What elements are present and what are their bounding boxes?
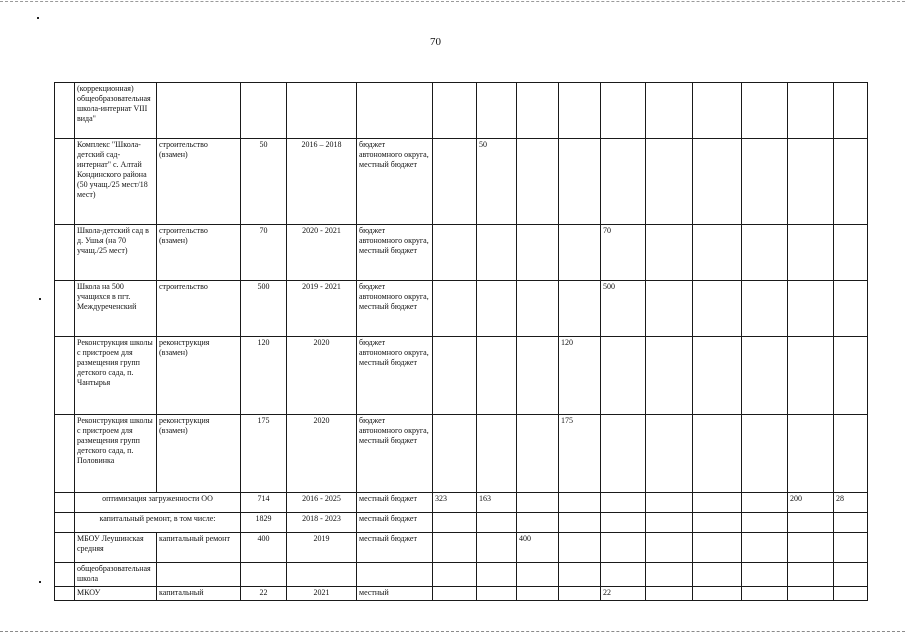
year-value-cell <box>559 139 601 225</box>
capacity-cell: 175 <box>241 415 287 493</box>
year-value-cell <box>477 415 517 493</box>
period-cell: 2016 – 2018 <box>287 139 357 225</box>
row-index-cell <box>55 563 75 587</box>
year-value-cell <box>834 513 868 533</box>
work-type-cell: строительство <box>157 281 241 337</box>
funding-source-cell: бюджет автономного округа, местный бюджет <box>357 337 433 415</box>
table-row <box>55 415 868 493</box>
year-value-cell <box>788 281 834 337</box>
year-value-cell <box>693 83 742 139</box>
year-value-cell <box>477 563 517 587</box>
year-value-cell: 120 <box>559 337 601 415</box>
year-value-cell <box>788 415 834 493</box>
page-number: 70 <box>430 36 441 48</box>
capacity-cell: 120 <box>241 337 287 415</box>
period-cell <box>287 83 357 139</box>
table-body <box>55 83 868 601</box>
summary-label-cell: капитальный ремонт, в том числе: <box>75 513 241 533</box>
year-value-cell <box>517 563 559 587</box>
year-value-cell <box>834 83 868 139</box>
year-value-cell <box>788 563 834 587</box>
funding-source-cell: местный бюджет <box>357 513 433 533</box>
year-value-cell: 50 <box>477 139 517 225</box>
table-row <box>55 337 868 415</box>
funding-source-cell: местный <box>357 587 433 601</box>
year-value-cell <box>433 83 477 139</box>
scan-bottom-border <box>0 631 905 632</box>
year-value-cell <box>742 563 788 587</box>
funding-source-cell <box>357 83 433 139</box>
year-value-cell <box>834 281 868 337</box>
work-type-cell <box>157 83 241 139</box>
year-value-cell <box>788 587 834 601</box>
year-value-cell <box>559 533 601 563</box>
work-type-cell: капитальный <box>157 587 241 601</box>
year-value-cell <box>559 493 601 513</box>
row-index-cell <box>55 493 75 513</box>
year-value-cell <box>601 83 646 139</box>
table-row <box>55 563 868 587</box>
row-index-cell <box>55 225 75 281</box>
work-type-cell: капитальный ремонт <box>157 533 241 563</box>
year-value-cell <box>646 415 693 493</box>
period-cell: 2016 - 2025 <box>287 493 357 513</box>
capacity-cell: 500 <box>241 281 287 337</box>
year-value-cell <box>601 513 646 533</box>
year-value-cell <box>788 533 834 563</box>
row-index-cell <box>55 533 75 563</box>
year-value-cell <box>517 415 559 493</box>
year-value-cell <box>517 513 559 533</box>
year-value-cell <box>646 139 693 225</box>
year-value-cell <box>646 493 693 513</box>
year-value-cell <box>517 225 559 281</box>
row-index-cell <box>55 337 75 415</box>
year-value-cell <box>788 513 834 533</box>
capacity-cell: 70 <box>241 225 287 281</box>
year-value-cell <box>517 493 559 513</box>
row-index-cell <box>55 513 75 533</box>
year-value-cell <box>559 513 601 533</box>
year-value-cell <box>693 337 742 415</box>
year-value-cell: 70 <box>601 225 646 281</box>
year-value-cell <box>834 533 868 563</box>
year-value-cell <box>517 83 559 139</box>
year-value-cell <box>834 415 868 493</box>
period-cell: 2018 - 2023 <box>287 513 357 533</box>
year-value-cell <box>834 225 868 281</box>
year-value-cell: 400 <box>517 533 559 563</box>
year-value-cell: 323 <box>433 493 477 513</box>
period-cell: 2019 <box>287 533 357 563</box>
row-index-cell <box>55 281 75 337</box>
year-value-cell: 500 <box>601 281 646 337</box>
year-value-cell <box>742 415 788 493</box>
program-objects-table <box>54 82 868 601</box>
funding-source-cell: бюджет автономного округа, местный бюджет <box>357 139 433 225</box>
year-value-cell <box>693 139 742 225</box>
year-value-cell <box>477 337 517 415</box>
year-value-cell: 28 <box>834 493 868 513</box>
year-value-cell <box>477 587 517 601</box>
year-value-cell <box>433 415 477 493</box>
year-value-cell <box>601 493 646 513</box>
year-value-cell <box>433 563 477 587</box>
year-value-cell <box>646 83 693 139</box>
year-value-cell <box>477 281 517 337</box>
funding-source-cell: бюджет автономного округа, местный бюджет <box>357 225 433 281</box>
year-value-cell <box>742 225 788 281</box>
object-name-cell: (коррекционная) общеобразовательная школа-интернат VIII вида" <box>75 83 157 139</box>
row-index-cell <box>55 83 75 139</box>
row-index-cell <box>55 139 75 225</box>
year-value-cell <box>693 281 742 337</box>
scan-speck <box>39 298 41 300</box>
year-value-cell <box>433 139 477 225</box>
year-value-cell <box>601 563 646 587</box>
table-row <box>55 587 868 601</box>
year-value-cell <box>693 587 742 601</box>
period-cell: 2021 <box>287 587 357 601</box>
year-value-cell <box>433 225 477 281</box>
year-value-cell <box>477 225 517 281</box>
year-value-cell <box>693 225 742 281</box>
year-value-cell: 163 <box>477 493 517 513</box>
object-name-cell: общеобразовательная школа <box>75 563 157 587</box>
period-cell: 2020 <box>287 415 357 493</box>
year-value-cell <box>433 513 477 533</box>
year-value-cell <box>517 281 559 337</box>
year-value-cell: 175 <box>559 415 601 493</box>
capacity-cell <box>241 83 287 139</box>
year-value-cell <box>742 83 788 139</box>
capacity-cell: 714 <box>241 493 287 513</box>
year-value-cell <box>693 563 742 587</box>
row-index-cell <box>55 415 75 493</box>
year-value-cell <box>433 587 477 601</box>
object-name-cell: Школа-детский сад в д. Ушья (на 70 учащ./25 мест) <box>75 225 157 281</box>
funding-source-cell: местный бюджет <box>357 493 433 513</box>
year-value-cell <box>517 337 559 415</box>
year-value-cell <box>788 337 834 415</box>
funding-source-cell: бюджет автономного округа, местный бюджет <box>357 281 433 337</box>
year-value-cell <box>646 513 693 533</box>
table-row <box>55 533 868 563</box>
capacity-cell: 400 <box>241 533 287 563</box>
period-cell <box>287 563 357 587</box>
table-row <box>55 83 868 139</box>
year-value-cell <box>646 225 693 281</box>
year-value-cell <box>646 281 693 337</box>
year-value-cell <box>742 493 788 513</box>
year-value-cell <box>517 587 559 601</box>
year-value-cell <box>834 139 868 225</box>
year-value-cell: 200 <box>788 493 834 513</box>
year-value-cell <box>559 83 601 139</box>
work-type-cell: реконструкция (взамен) <box>157 337 241 415</box>
year-value-cell <box>742 533 788 563</box>
object-name-cell: Комплекс "Школа-детский сад-интернат" с. Алтай Кондинского района (50 учащ./25 мест/18 мест) <box>75 139 157 225</box>
year-value-cell <box>646 533 693 563</box>
year-value-cell <box>559 281 601 337</box>
object-name-cell: МБОУ Леушинская средняя <box>75 533 157 563</box>
work-type-cell: строительство (взамен) <box>157 225 241 281</box>
table-row <box>55 493 868 513</box>
year-value-cell <box>601 337 646 415</box>
scan-speck <box>37 17 39 19</box>
object-name-cell: Реконструкция школы с пристроем для размещения групп детского сада, п. Половинка <box>75 415 157 493</box>
table-row <box>55 281 868 337</box>
period-cell: 2020 <box>287 337 357 415</box>
year-value-cell <box>834 563 868 587</box>
year-value-cell <box>693 513 742 533</box>
period-cell: 2020 - 2021 <box>287 225 357 281</box>
table-row <box>55 225 868 281</box>
year-value-cell <box>834 587 868 601</box>
year-value-cell <box>559 563 601 587</box>
table-row <box>55 513 868 533</box>
year-value-cell <box>559 225 601 281</box>
year-value-cell <box>477 513 517 533</box>
capacity-cell: 22 <box>241 587 287 601</box>
year-value-cell <box>693 533 742 563</box>
year-value-cell <box>788 83 834 139</box>
work-type-cell: строительство (взамен) <box>157 139 241 225</box>
year-value-cell <box>433 533 477 563</box>
year-value-cell <box>788 225 834 281</box>
year-value-cell <box>477 83 517 139</box>
capacity-cell: 1829 <box>241 513 287 533</box>
year-value-cell <box>742 139 788 225</box>
year-value-cell <box>433 337 477 415</box>
year-value-cell <box>742 513 788 533</box>
year-value-cell <box>601 139 646 225</box>
year-value-cell <box>646 337 693 415</box>
year-value-cell: 22 <box>601 587 646 601</box>
year-value-cell <box>559 587 601 601</box>
capacity-cell <box>241 563 287 587</box>
summary-label-cell: оптимизация загруженности ОО <box>75 493 241 513</box>
year-value-cell <box>601 415 646 493</box>
scan-top-border <box>0 1 905 2</box>
year-value-cell <box>646 563 693 587</box>
year-value-cell <box>834 337 868 415</box>
funding-source-cell: местный бюджет <box>357 533 433 563</box>
year-value-cell <box>693 415 742 493</box>
year-value-cell <box>477 533 517 563</box>
year-value-cell <box>693 493 742 513</box>
funding-source-cell: бюджет автономного округа, местный бюджет <box>357 415 433 493</box>
year-value-cell <box>646 587 693 601</box>
funding-source-cell <box>357 563 433 587</box>
work-type-cell <box>157 563 241 587</box>
year-value-cell <box>788 139 834 225</box>
year-value-cell <box>742 587 788 601</box>
object-name-cell: Школа на 500 учащихся в пгт. Междуреченский <box>75 281 157 337</box>
scan-speck <box>39 581 41 583</box>
capacity-cell: 50 <box>241 139 287 225</box>
object-name-cell: МКОУ <box>75 587 157 601</box>
year-value-cell <box>601 533 646 563</box>
year-value-cell <box>742 337 788 415</box>
object-name-cell: Реконструкция школы с пристроем для размещения групп детского сада, п. Чантырья <box>75 337 157 415</box>
work-type-cell: реконструкция (взамен) <box>157 415 241 493</box>
table-row <box>55 139 868 225</box>
year-value-cell <box>742 281 788 337</box>
period-cell: 2019 - 2021 <box>287 281 357 337</box>
row-index-cell <box>55 587 75 601</box>
year-value-cell <box>517 139 559 225</box>
year-value-cell <box>433 281 477 337</box>
